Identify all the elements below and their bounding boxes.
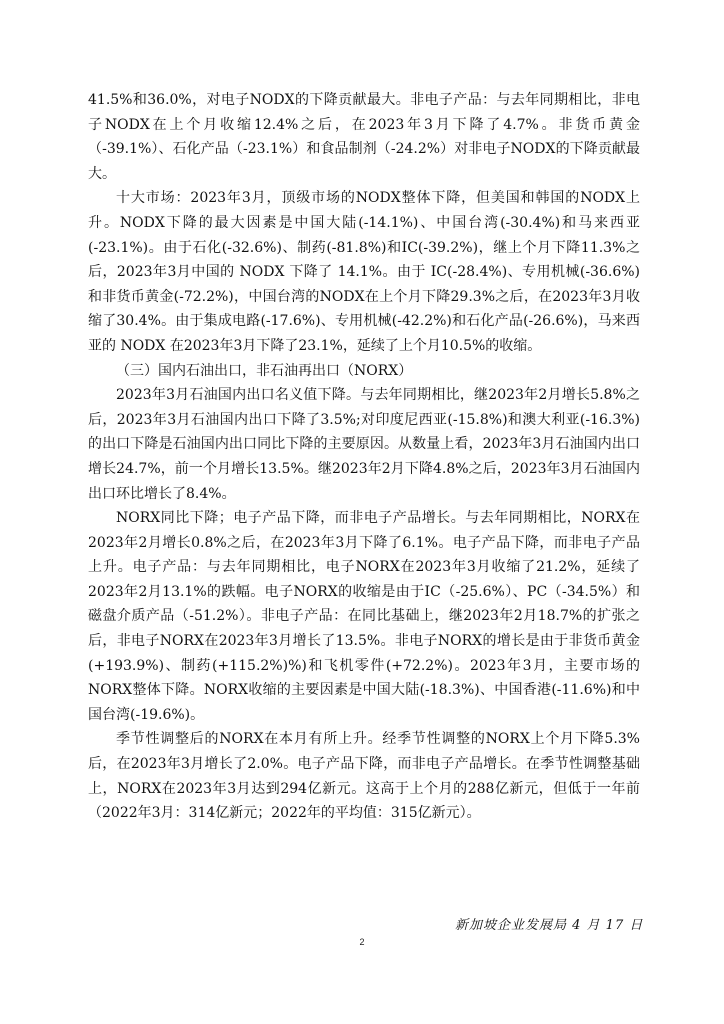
signature-line: 新加坡企业发展局 4 月 17 日 — [455, 918, 644, 933]
document-body — [88, 88, 640, 826]
section-heading-oil-and-norx: （三）国内石油出口，非石油再出口（NORX） — [116, 362, 413, 379]
page-number: 2 — [359, 937, 365, 947]
paragraph-oil-domestic-exports: 2023年3月石油国内出口名义值下降。与去年同期相比，继2023年2月增长5.8%之后，2023年3月石油国内出口下降了3.5%;对印度尼西亚(-15.8%)和澳大利亚(-16.3%)的出口下降是石油国内出口同比下降的主要原因。从数量上看，2023年3月石油国内出口增长24.7%，前一个月增长13.5%。继2023年2月下降4.8%之后，2023年3月石油国内出口环比增长了8.4%。 — [88, 387, 640, 502]
paragraph-nodx-electronics-continued: 41.5%和36.0%，对电子NODX的下降贡献最大。非电子产品：与去年同期相比，非电子NODX在上个月收缩12.4%之后，在2023年3月下降了4.7%。非货币黄金（-39.1%）、石化产品（-23.1%）和食品制剂（-24.2%）对非电子NODX的下降贡献最大。 — [88, 92, 640, 182]
paragraph-norx-year-on-year: NORX同比下降；电子产品下降，而非电子产品增长。与去年同期相比，NORX在2023年2月增长0.8%之后，在2023年3月下降了6.1%。电子产品下降，而非电子产品上升。电子产品：与去年同期相比，电子NORX在2023年3月收缩了21.2%，延续了2023年2月13.1%的跌幅。电子NORX的收缩是由于IC（-25.6%）、PC（-34.5%）和磁盘介质产品（-51.2%）。非电子产品：在同比基础上，继2023年2月18.7%的扩张之后，非电子NORX在2023年3月增长了13.5%。非电子NORX的增长是由于非货币黄金(+193.9%)、制药(+115.2%)%)和飞机零件(+72.2%)。2023年3月，主要市场的NORX整体下降。NORX收缩的主要因素是中国大陆(-18.3%)、中国香港(-11.6%)和中国台湾(-19.6%)。 — [88, 510, 640, 723]
paragraph-top-ten-markets: 十大市场：2023年3月，顶级市场的NODX整体下降，但美国和韩国的NODX上升。NODX下降的最大因素是中国大陆(-14.1%)、中国台湾(-30.4%)和马来西亚(-23.1%)。由于石化(-32.6%)、制药(-81.8%)和IC(-39.2%)，继上个月下降11.3%之后，2023年3月中国的 NODX 下降了 14.1%。由于 IC(-28.4%)、专用机械(-36.6%)和非货币黄金(-72.2%)，中国台湾的NODX在上个月下降29.3%之后，在2023年3月收缩了30.4%。由于集成电路(-17.6%)、专用机械(-42.2%)和石化产品(-26.6%)，马来西亚的 NODX 在2023年3月下降了23.1%，延续了上个月10.5%的收缩。 — [88, 190, 640, 354]
paragraph-norx-seasonally-adjusted: 季节性调整后的NORX在本月有所上升。经季节性调整的NORX上个月下降5.3%后，在2023年3月增长了2.0%。电子产品下降，而非电子产品增长。在季节性调整基础上，NORX在2023年3月达到294亿新元。这高于上个月的288亿新元，但低于一年前（2022年3月：314亿新元；2022年的平均值：315亿新元）。 — [88, 731, 640, 822]
